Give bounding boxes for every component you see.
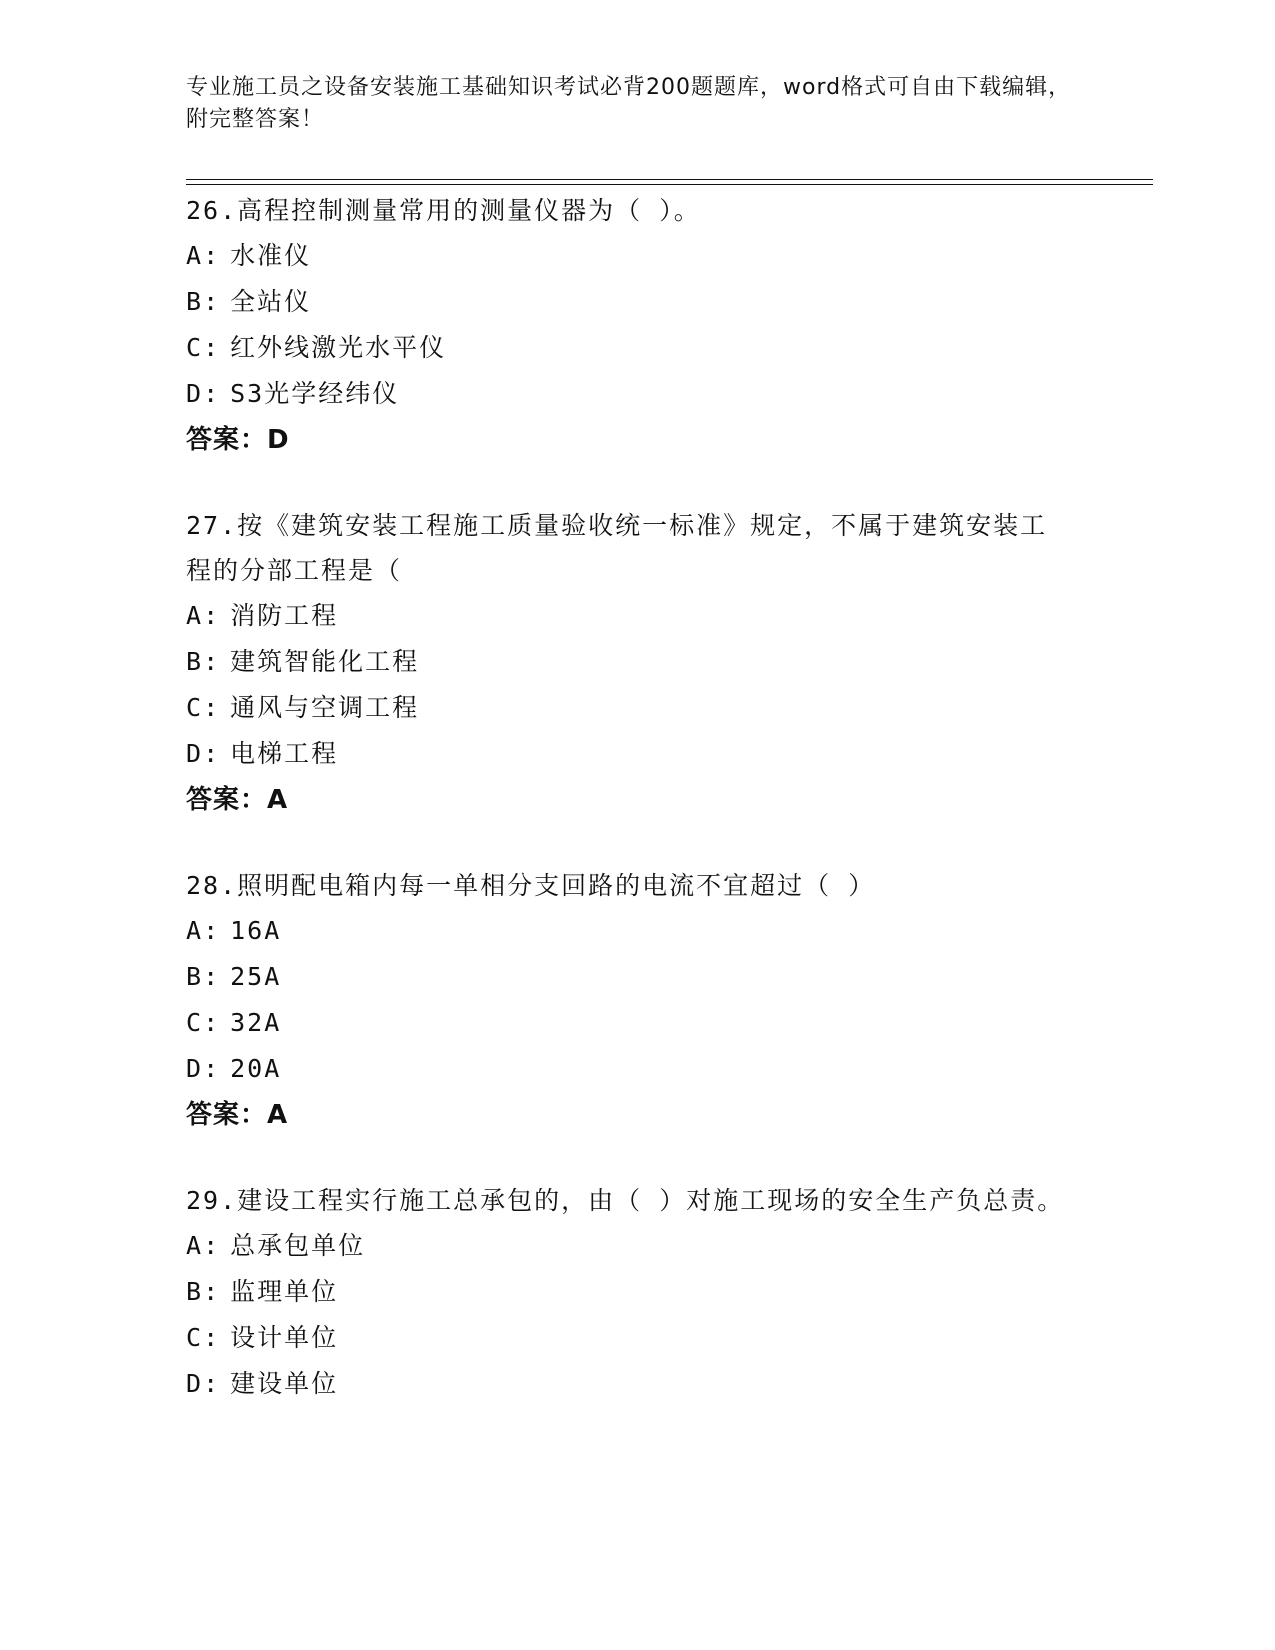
document-header: 专业施工员之设备安装施工基础知识考试必背200题题库，word格式可自由下载编辑，附完整答案！ <box>186 75 1072 132</box>
option-letter: C <box>186 333 204 362</box>
option-text: 设计单位 <box>230 1323 339 1352</box>
question-28 <box>186 863 1086 1138</box>
option-letter: B <box>186 647 204 676</box>
option-text: 消防工程 <box>230 601 339 630</box>
header-rule-top <box>186 179 1153 180</box>
option-a: A: 总承包单位 <box>186 1231 366 1260</box>
option-letter: C <box>186 693 204 722</box>
option-text: 16A <box>230 916 282 945</box>
option-text: 建筑智能化工程 <box>230 647 420 676</box>
option-letter: D <box>186 739 204 768</box>
option-text: 电梯工程 <box>230 739 339 768</box>
option-text: 总承包单位 <box>230 1231 366 1260</box>
question-29 <box>186 1178 1086 1407</box>
option-d: D: 20A <box>186 1054 282 1083</box>
option-letter: C <box>186 1008 204 1037</box>
option-text: 水准仪 <box>230 241 312 270</box>
option-text: 全站仪 <box>230 287 312 316</box>
option-c: C: 红外线激光水平仪 <box>186 333 447 362</box>
question-26 <box>186 188 1086 463</box>
option-letter: A <box>186 916 204 945</box>
option-letter: A <box>186 601 204 630</box>
option-letter: B <box>186 962 204 991</box>
option-letter: A <box>186 1231 204 1260</box>
option-b: B: 建筑智能化工程 <box>186 647 420 676</box>
option-text: 32A <box>230 1008 282 1037</box>
answer-label: 答案：A <box>186 785 289 815</box>
option-text: 红外线激光水平仪 <box>230 333 447 362</box>
option-c: C: 通风与空调工程 <box>186 693 420 722</box>
option-letter: C <box>186 1323 204 1352</box>
option-b: B: 全站仪 <box>186 287 312 316</box>
option-d: D: 电梯工程 <box>186 739 339 768</box>
option-d: D: 建设单位 <box>186 1369 339 1398</box>
question-stem: 27.按《建筑安装工程施工质量验收统一标准》规定，不属于建筑安装工程的分部工程是（ <box>186 511 1048 585</box>
question-27 <box>186 503 1086 823</box>
option-b: B: 监理单位 <box>186 1277 339 1306</box>
answer-label: 答案：D <box>186 425 290 455</box>
option-text: 监理单位 <box>230 1277 339 1306</box>
option-a: A: 16A <box>186 916 282 945</box>
header-rule-bottom <box>186 184 1153 185</box>
option-a: A: 水准仪 <box>186 241 312 270</box>
question-stem: 29.建设工程实行施工总承包的，由（ ）对施工现场的安全生产负总责。 <box>186 1186 1065 1215</box>
option-text: 25A <box>230 962 282 991</box>
option-c: C: 设计单位 <box>186 1323 339 1352</box>
option-letter: D <box>186 1369 204 1398</box>
option-letter: D <box>186 1054 204 1083</box>
option-letter: A <box>186 241 204 270</box>
option-a: A: 消防工程 <box>186 601 339 630</box>
option-text: 通风与空调工程 <box>230 693 420 722</box>
option-letter: B <box>186 1277 204 1306</box>
option-d: D: S3光学经纬仪 <box>186 379 400 408</box>
answer-label: 答案：A <box>186 1100 289 1130</box>
option-text: 20A <box>230 1054 282 1083</box>
option-letter: B <box>186 287 204 316</box>
option-text: 建设单位 <box>230 1369 339 1398</box>
option-b: B: 25A <box>186 962 282 991</box>
question-list <box>186 188 1086 1447</box>
option-c: C: 32A <box>186 1008 282 1037</box>
question-stem: 28.照明配电箱内每一单相分支回路的电流不宜超过（ ） <box>186 871 876 900</box>
option-letter: D <box>186 379 204 408</box>
option-text: S3光学经纬仪 <box>230 379 400 408</box>
question-stem: 26.高程控制测量常用的测量仪器为（ ）。 <box>186 196 701 225</box>
